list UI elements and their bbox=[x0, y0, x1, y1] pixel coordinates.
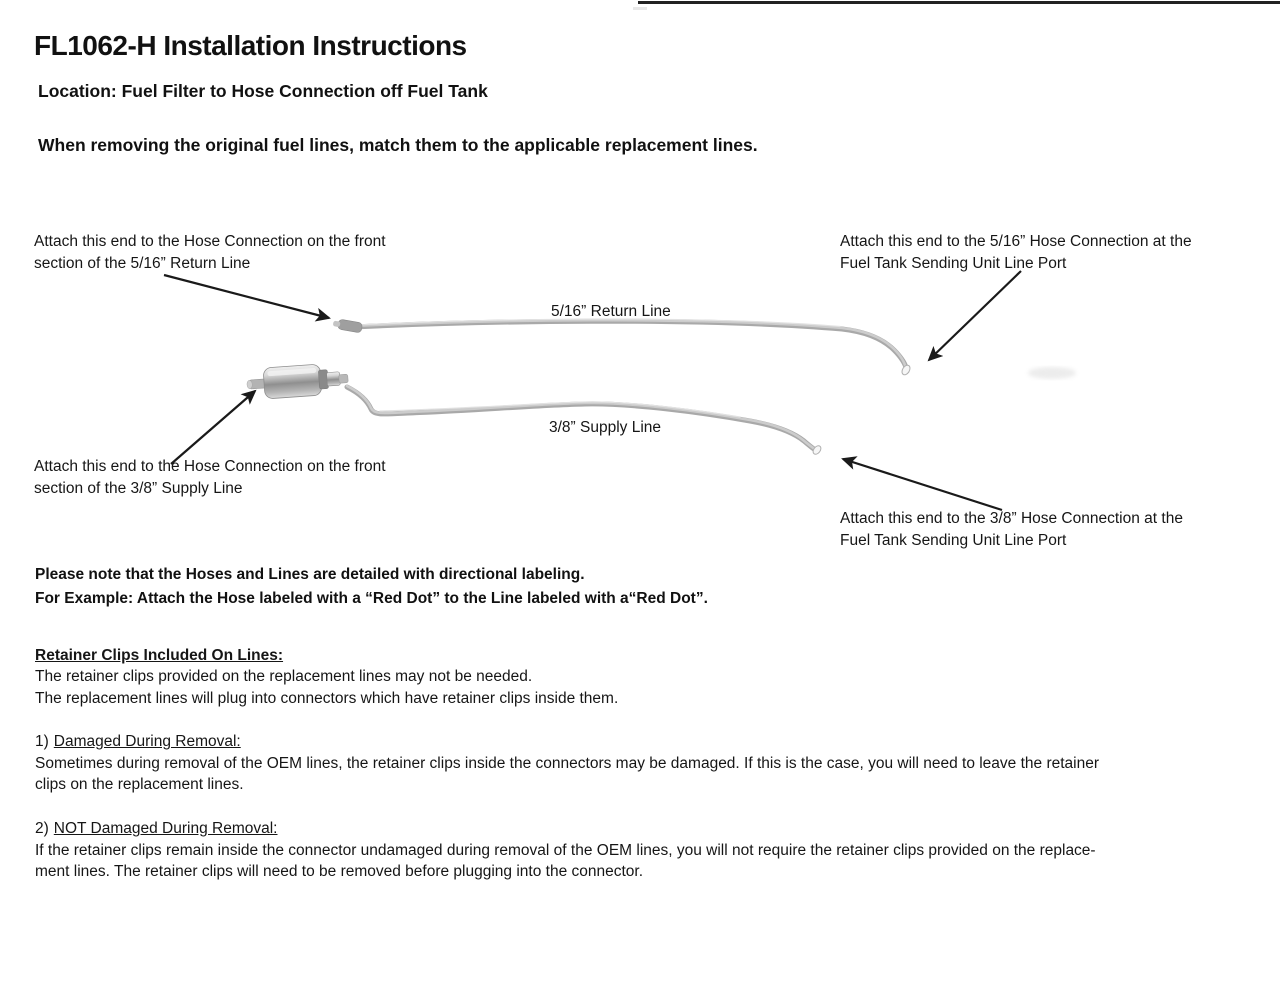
return-line-label: 5/16” Return Line bbox=[551, 303, 671, 320]
top-edge-scan-dash bbox=[633, 7, 647, 10]
item1-number: 1) bbox=[35, 733, 49, 750]
supply-line-right-tip bbox=[812, 444, 823, 456]
page-title: FL1062-H Installation Instructions bbox=[34, 30, 467, 61]
item2-number: 2) bbox=[35, 820, 49, 837]
item1-heading bbox=[35, 733, 241, 751]
annotation-supply-tank bbox=[840, 508, 1183, 552]
item1-line: Sometimes during removal of the OEM lines, the retainer clips inside the connectors may be damaged. If this is the case, you will need to leave the retainer bbox=[35, 755, 1100, 772]
arrow-return-tank bbox=[929, 271, 1021, 360]
return-line-tube bbox=[332, 318, 911, 376]
note-directional-1: Please note that the Hoses and Lines are detailed with directional labeling. bbox=[35, 566, 585, 583]
arrow-supply-tank bbox=[843, 459, 1002, 510]
annotation-line: section of the 5/16” Return Line bbox=[34, 255, 251, 272]
supply-tube-highlight bbox=[380, 402, 740, 417]
return-line-left-fitting bbox=[332, 318, 362, 333]
annotation-line: Fuel Tank Sending Unit Line Port bbox=[840, 532, 1067, 549]
arrow-return-front bbox=[164, 275, 329, 318]
filter-outlet-collar bbox=[339, 374, 349, 383]
filter-outlet-flange bbox=[318, 370, 328, 390]
return-line-right-tip bbox=[900, 364, 911, 376]
annotation-line: Attach this end to the Hose Connection on the front bbox=[34, 458, 386, 475]
retainer-heading: Retainer Clips Included On Lines: bbox=[35, 647, 284, 664]
annotation-line: Attach this end to the 5/16” Hose Connection at the bbox=[840, 233, 1192, 250]
annotation-line: section of the 3/8” Supply Line bbox=[34, 480, 243, 497]
annotation-supply-front bbox=[34, 456, 386, 500]
supply-line-label: 3/8” Supply Line bbox=[549, 419, 662, 436]
intro-line: When removing the original fuel lines, match them to the applicable replacement lines. bbox=[38, 135, 758, 155]
return-tube-mid bbox=[353, 320, 906, 369]
item2-heading-text: NOT Damaged During Removal: bbox=[53, 820, 278, 837]
annotation-return-tank bbox=[840, 231, 1192, 275]
filter-outlet-nut bbox=[326, 372, 340, 386]
annotation-line: Fuel Tank Sending Unit Line Port bbox=[840, 255, 1067, 272]
filter-body bbox=[263, 364, 322, 399]
annotation-return-front bbox=[34, 231, 386, 275]
annotation-line: Attach this end to the Hose Connection on the front bbox=[34, 233, 386, 250]
retainer-line: The replacement lines will plug into connectors which have retainer clips inside them. bbox=[35, 690, 619, 707]
annotation-line: Attach this end to the 3/8” Hose Connection at the bbox=[840, 510, 1183, 527]
filter-inlet-nipple bbox=[249, 379, 267, 389]
scan-smudge bbox=[1028, 367, 1076, 379]
location-line: Location: Fuel Filter to Hose Connection off Fuel Tank bbox=[38, 81, 488, 101]
filter-inlet-tip bbox=[247, 380, 253, 389]
supply-tube-mid bbox=[347, 386, 816, 450]
item1-line: clips on the replacement lines. bbox=[35, 776, 244, 793]
top-edge-scan-bar bbox=[638, 1, 1280, 4]
item2-line: If the retainer clips remain inside the connector undamaged during removal of the OEM lines, you will not require the retainer clips provided on the replace- bbox=[35, 842, 1096, 859]
item2-heading bbox=[35, 820, 278, 838]
item2-line: ment lines. The retainer clips will need to be removed before plugging into the connector. bbox=[35, 863, 644, 880]
filter-body-highlight bbox=[267, 368, 316, 376]
note-directional-2: For Example: Attach the Hose labeled with a “Red Dot” to the Line labeled with a“Red Dot”. bbox=[35, 590, 708, 607]
return-tube-base bbox=[353, 321, 907, 371]
supply-line-tube bbox=[246, 362, 823, 456]
arrow-supply-front bbox=[171, 391, 255, 464]
fuel-filter bbox=[246, 362, 349, 400]
retainer-line: The retainer clips provided on the replacement lines may not be needed. bbox=[35, 668, 533, 685]
item1-heading-text: Damaged During Removal: bbox=[53, 733, 241, 750]
